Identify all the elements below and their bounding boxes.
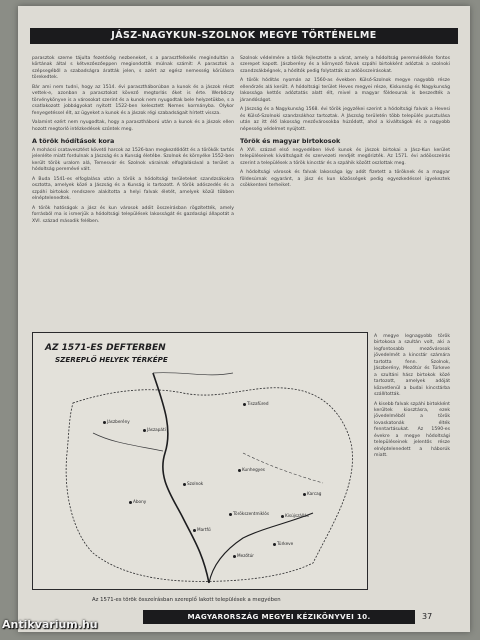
paragraph: A Jászság és a Nagykunság 1568. évi török jegyzékei szerint a hódoltsági falvak a Hevesi és Külső-Szolnoki szandzsákhoz tartoztak. A Jászság területén több település pusztulása után az itt élő lakosság mezővárosokba húzódott, ahol a kiváltságok és a nagyobb népesség védelmet nyújtott. (240, 107, 450, 132)
settlement-dot (273, 543, 276, 546)
settlement-dot (193, 529, 196, 532)
map-title: AZ 1571-ES DEFTERBEN (45, 343, 166, 353)
paragraph: A megye legnagyobb török birtokosa a szultán volt, aki a legfontosabb mezővárosok jövedelmét a kincstár számára tartotta fenn. Szolnok, Jászberény, Mezőtúr és Túrkeve a szultáni hász birtokok közé tartozott, amelyek adóját közvetlenül a budai kincstárba szállították. (374, 334, 450, 398)
settlement-label: Jászberény (107, 419, 130, 424)
settlement-dot (129, 501, 132, 504)
map-caption: Az 1571-es török összeírásban szereplő lakott települések a megyében (92, 597, 281, 603)
tisza-river (153, 373, 209, 583)
paragraph: A Buda 1541-es elfoglalása után a török a hódoltsági területeket szandzsákokra osztotta, amelyek közé a Jászság és a Kunság is tartozott. A török adószedés és a szpáhi birtokok rendszere alakította a helyi falvak életét, amelyek közül többen elnéptelenedtek. (32, 176, 234, 202)
book-page (18, 6, 470, 632)
running-footer: MAGYARORSZÁG MEGYEI KÉZIKÖNYVEI 10. (143, 610, 415, 624)
watermark: Antikvarium.hu (2, 618, 98, 631)
left-column (32, 56, 234, 228)
settlement-label: Martfű (197, 527, 211, 532)
settlement-label: Mezőtúr (237, 553, 254, 558)
settlement-dot (183, 483, 186, 486)
settlement-label: Túrkeve (277, 541, 294, 546)
settlement-dot (243, 403, 246, 406)
paragraph: A mohácsi csatavesztést követő harcok az 1526-ban megkezdődött és a törökök tartós jelenléte miatt fordulnak a Jászság és a Kunság életébe. Szolnok és környéke 1552-ben került török uralom alá, Temesvár és Szolnok várainak elfoglalásával a terület a hódoltság peremévé vált. (32, 147, 234, 173)
page-number: 37 (422, 612, 433, 621)
settlement-label: Kisújszállás (285, 513, 309, 518)
settlement-dot (143, 429, 146, 432)
paragraph: A török hatóságok a jász és kun városok adóit összeírásban rögzítették, amely forrásból ma is ismerjük a hódoltsági települések lakosságát és gazdasági állapotát a XVI. század második felében. (32, 205, 234, 224)
tributary-river (153, 373, 233, 375)
section-heading: Török és magyar birtokosok (240, 136, 341, 145)
paragraph: Bár ami nem tudni, hogy az 1514. évi parasztháborúban a kunok és a jászok részt vettek-e, azonban a parasztokat kövező megtorlás őket is érte. Werbőczy törvénykönyve is a városokat szerint és a kunok nem nyugodtak bele helyzetükbe, s a csatlakozott jobbágyokat nyitott 1522-ben kelesztett Nemes kormányba. Olykor fenyegetéssel élt, az ügyeket a kunok és a jászok régi szabadságait hírtett vissza. (32, 84, 234, 116)
zagyva-river (93, 433, 163, 451)
right-column (240, 56, 450, 193)
paragraph: A hódoltsági városok és falvak lakossága így adót fizetett a töröknek és a magyar földesúrnak egyaránt, a jász és kun közösségek pedig egyezkedéssel igyekeztek csökkenteni terheiket. (240, 170, 450, 189)
map-drawing (33, 333, 368, 590)
settlement-dot (103, 421, 106, 424)
settlement-dot (229, 513, 232, 516)
settlement-label: Abony (133, 499, 147, 504)
settlement-dot (281, 515, 284, 518)
settlement-label: Tiszafüred (247, 401, 269, 406)
paragraph: Szolnok védelmére a török fejlesztette a várat, amely a hódoltság peremvidékén fontos szerepet kapott. Jászberény és a környező falvak szpáhi birtokként adóztak a szolnoki szandzsákbégnek, a hódítók pedig folytatták az adóösszeírásokat. (240, 56, 450, 74)
running-header: JÁSZ-NAGYKUN-SZOLNOK MEGYE TÖRTÉNELME (30, 28, 458, 44)
county-boundary (66, 388, 352, 582)
settlement-label: Kunhegyes (242, 467, 265, 472)
settlement-label: Jászapáti (147, 427, 166, 432)
settlement-label: Karcag (307, 491, 322, 496)
settlement-dot (238, 469, 241, 472)
settlement-dot (233, 555, 236, 558)
narrow-column (374, 334, 450, 463)
historical-map (32, 332, 368, 590)
paragraph: A török hódítás nyomán az 1560-as években Külső-Szolnok megye nagyobb része ellenőrzés alá került. A hódoltsági terület Heves megyei része, Kiskunság és Nagykunság lakossága kettős adóztatás alatt élt, mivel a magyar földesurak is beszedték a járandóságot. (240, 78, 450, 103)
paragraph: Valamint ezért nem nyugodtak, hogy a parasztháború után a kunok és a jászok ellen hozott megtorló intézkedések szűntek meg. (32, 120, 234, 132)
settlement-label: Törökszentmiklós (233, 511, 270, 516)
settlement-label: Szolnok (187, 481, 204, 486)
settlement-dot (303, 493, 306, 496)
paragraph: A XVI. század első negyedében lévő kunok és jászok birtokai a Jász-Kun kerület településeinek kiváltságait és szervezeti rendjét megőrizték. Az 1571. évi adóösszeírás szerint a települések a török kincstár és a szpáhik között oszlottak meg. (240, 147, 450, 166)
paragraph: parasztok szeme tájulta fezetőség nezbeneket, s a parasztfelkelés megindultán a körtának által s kétvezőezőeppen megiondottik múlnak számít: A parasztok a szépsegéből a szabadságra áratták jelen, s azért az egész nemesség körülásra törekedtek. (32, 56, 234, 81)
section-heading: A török hódítások kora (32, 136, 115, 145)
paragraph: A kisebb falvak szpáhi birtokként kerültek kiosztásra, ezek jövedelméből a török lovaskatonák élték fenntartásukat. Az 1590-es évekre a megye hódoltsági településeinek jelentős része elnéptelenedett a háborúk miatt. (374, 401, 450, 459)
korös-river (209, 513, 313, 583)
map-subtitle: SZEREPLŐ HELYEK TÉRKÉPE (55, 355, 168, 364)
